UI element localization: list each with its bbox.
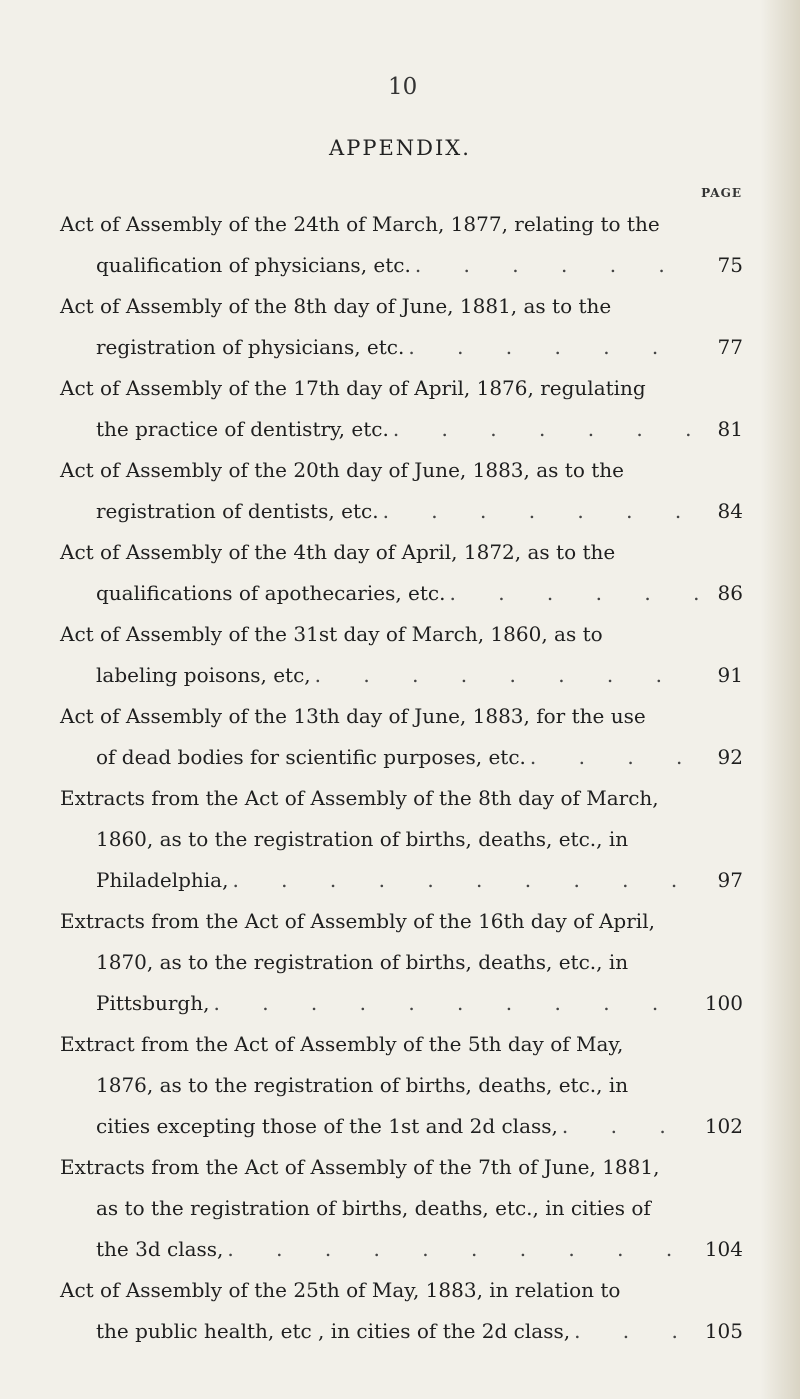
toc-entry-line xyxy=(60,368,743,409)
toc-entry-line xyxy=(60,245,743,286)
table-of-contents xyxy=(60,204,743,1352)
toc-entry-text: registration of dentists, etc. xyxy=(96,499,379,523)
toc-entry-text: Act of Assembly of the 20th day of June, 1883, as to the xyxy=(60,458,624,482)
toc-entry-text: Extracts from the Act of Assembly of the 7th of June, 1881, xyxy=(60,1155,660,1179)
dot-leaders xyxy=(227,1229,699,1270)
toc-entry-text: Act of Assembly of the 13th day of June, 1883, for the use xyxy=(60,704,646,728)
toc-entry-text: Act of Assembly of the 4th day of April, 1872, as to the xyxy=(60,540,616,564)
toc-entry xyxy=(60,1147,743,1270)
toc-entry-line xyxy=(60,901,743,942)
toc-entry-text: Extract from the Act of Assembly of the 5th day of May, xyxy=(60,1032,624,1056)
toc-entry-line xyxy=(60,778,743,819)
toc-entry-text: Act of Assembly of the 25th of May, 1883, in relation to xyxy=(60,1278,621,1302)
toc-entry-line xyxy=(60,614,743,655)
toc-entry-line xyxy=(60,409,743,450)
toc-entry-line xyxy=(60,737,743,778)
toc-entry xyxy=(60,1024,743,1147)
toc-entry-text: the practice of dentistry, etc. xyxy=(96,417,389,441)
dot-leaders xyxy=(213,983,699,1024)
dot-leaders xyxy=(530,737,699,778)
dot-leaders xyxy=(232,860,699,901)
toc-entry-line xyxy=(60,1147,743,1188)
toc-entry-page: 92 xyxy=(717,745,743,769)
toc-entry-text: Act of Assembly of the 8th day of June, 1881, as to the xyxy=(60,294,612,318)
toc-entry-page: 97 xyxy=(717,868,743,892)
dot-leaders xyxy=(383,491,699,532)
toc-entry-page: 75 xyxy=(717,253,743,277)
dot-leaders xyxy=(393,409,699,450)
toc-entry xyxy=(60,901,743,1024)
appendix-heading: APPENDIX. xyxy=(329,136,471,160)
toc-entry-text: the 3d class, xyxy=(96,1237,224,1261)
dot-leaders xyxy=(408,327,699,368)
toc-entry-line xyxy=(60,1024,743,1065)
dot-leaders xyxy=(450,573,700,614)
dot-leaders xyxy=(574,1311,699,1352)
toc-entry-page: 105 xyxy=(704,1319,743,1343)
dot-leaders xyxy=(315,655,699,696)
toc-entry-text: Extracts from the Act of Assembly of the 16th day of April, xyxy=(60,909,655,933)
toc-entry-text: 1860, as to the registration of births, deaths, etc., in xyxy=(96,827,629,851)
toc-entry-text: Extracts from the Act of Assembly of the 8th day of March, xyxy=(60,786,659,810)
toc-entry-line xyxy=(60,204,743,245)
toc-entry xyxy=(60,532,743,614)
toc-entry xyxy=(60,1270,743,1352)
toc-entry xyxy=(60,204,743,286)
toc-entry-line xyxy=(60,1229,743,1270)
toc-entry-text: as to the registration of births, deaths, etc., in cities of xyxy=(96,1196,651,1220)
toc-entry-line xyxy=(60,286,743,327)
toc-entry-page: 104 xyxy=(704,1237,743,1261)
toc-entry-text: Act of Assembly of the 24th of March, 1877, relating to the xyxy=(60,212,660,236)
toc-entry xyxy=(60,696,743,778)
toc-entry xyxy=(60,614,743,696)
dot-leaders xyxy=(415,245,699,286)
toc-entry-page: 77 xyxy=(717,335,743,359)
toc-entry-line xyxy=(60,1065,743,1106)
toc-entry-line xyxy=(60,1188,743,1229)
toc-entry-text: of dead bodies for scientific purposes, etc. xyxy=(96,745,526,769)
toc-entry-text: qualification of physicians, etc. xyxy=(96,253,411,277)
toc-entry xyxy=(60,368,743,450)
toc-entry-line xyxy=(60,860,743,901)
toc-entry-line xyxy=(60,942,743,983)
toc-entry xyxy=(60,286,743,368)
toc-entry xyxy=(60,778,743,901)
page-edge-shadow xyxy=(760,0,800,1399)
toc-entry-line xyxy=(60,696,743,737)
toc-entry-line xyxy=(60,491,743,532)
toc-entry-line xyxy=(60,819,743,860)
toc-entry-text: 1876, as to the registration of births, deaths, etc., in xyxy=(96,1073,629,1097)
toc-entry-text: Philadelphia, xyxy=(96,868,229,892)
toc-entry-page: 102 xyxy=(704,1114,743,1138)
toc-entry-line xyxy=(60,1270,743,1311)
toc-entry-text: labeling poisons, etc, xyxy=(96,663,311,687)
toc-entry-text: the public health, etc , in cities of the 2d class, xyxy=(96,1319,571,1343)
toc-entry-line xyxy=(60,532,743,573)
toc-entry-page: 84 xyxy=(717,499,743,523)
toc-entry-line xyxy=(60,450,743,491)
toc-entry-page: 86 xyxy=(717,581,743,605)
toc-entry-text: Act of Assembly of the 17th day of April, 1876, regulating xyxy=(60,376,646,400)
toc-entry xyxy=(60,450,743,532)
page-number: 10 xyxy=(388,74,418,100)
toc-entry-line xyxy=(60,1106,743,1147)
toc-entry-text: registration of physicians, etc. xyxy=(96,335,405,359)
toc-entry-line xyxy=(60,655,743,696)
toc-entry-text: qualifications of apothecaries, etc. xyxy=(96,581,446,605)
toc-entry-text: 1870, as to the registration of births, deaths, etc., in xyxy=(96,950,629,974)
toc-entry-text: cities excepting those of the 1st and 2d class, xyxy=(96,1114,558,1138)
toc-entry-line xyxy=(60,573,743,614)
toc-entry-line xyxy=(60,983,743,1024)
toc-entry-page: 81 xyxy=(717,417,743,441)
toc-entry-line xyxy=(60,1311,743,1352)
toc-entry-line xyxy=(60,327,743,368)
toc-entry-page: 100 xyxy=(704,991,743,1015)
toc-entry-page: 91 xyxy=(717,663,743,687)
dot-leaders xyxy=(562,1106,699,1147)
toc-entry-text: Act of Assembly of the 31st day of March, 1860, as to xyxy=(60,622,603,646)
toc-entry-text: Pittsburgh, xyxy=(96,991,210,1015)
page-column-label: PAGE xyxy=(701,186,742,200)
